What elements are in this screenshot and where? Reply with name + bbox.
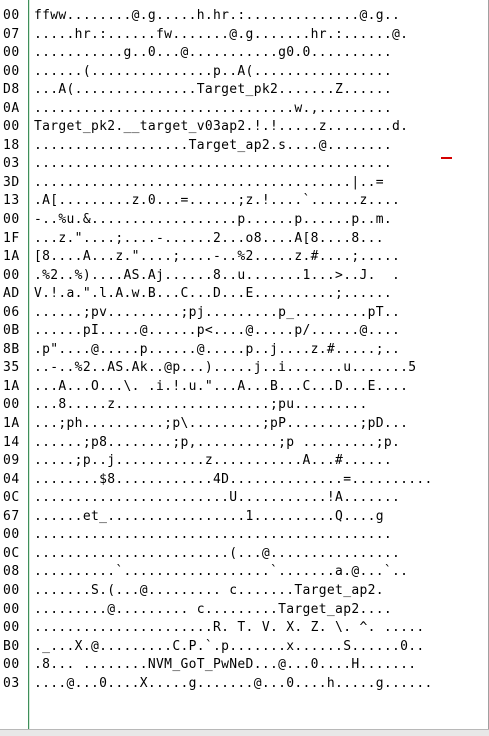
data-row[interactable] xyxy=(0,100,489,119)
row-ascii-text: ............................................ xyxy=(34,527,393,543)
data-row[interactable] xyxy=(0,601,489,620)
row-hex-byte: 1A xyxy=(3,249,20,265)
data-row[interactable] xyxy=(0,563,489,582)
row-ascii-text: ......(...............p..A(................. xyxy=(34,63,393,79)
data-row[interactable] xyxy=(0,415,489,434)
row-hex-byte: 07 xyxy=(3,26,20,42)
data-row[interactable] xyxy=(0,378,489,397)
data-row[interactable] xyxy=(0,118,489,137)
row-hex-byte: 00 xyxy=(3,657,20,673)
data-row[interactable] xyxy=(0,26,489,45)
row-ascii-text: -..%u.&..................p......p......p..m. xyxy=(34,212,393,228)
row-hex-byte: 1F xyxy=(3,230,20,246)
row-hex-byte: 00 xyxy=(3,582,20,598)
row-ascii-text: .........@......... c.........Target_ap2.... xyxy=(34,601,393,617)
row-hex-byte: 18 xyxy=(3,137,20,153)
row-hex-byte: 1A xyxy=(3,378,20,394)
data-row[interactable] xyxy=(0,638,489,657)
row-hex-byte: 09 xyxy=(3,453,20,469)
row-hex-byte: AD xyxy=(3,286,20,302)
row-ascii-text: .8... ........NVM_GoT_PwNeD...@...0....H....... xyxy=(34,657,417,673)
row-ascii-text: .%2..%)....AS.Aj......8..u.......1...>..J. . xyxy=(34,267,401,283)
row-ascii-text: ........................(...@................ xyxy=(34,545,401,561)
row-hex-byte: B0 xyxy=(3,638,20,654)
row-hex-byte: 00 xyxy=(3,45,20,61)
data-row[interactable] xyxy=(0,192,489,211)
row-hex-byte: 00 xyxy=(3,397,20,413)
data-row[interactable] xyxy=(0,434,489,453)
row-ascii-text: [8....A...z."....;....-..%2.....z.#....;..... xyxy=(34,249,401,265)
row-ascii-text: .A[.........z.0...=......;z.!....`......z.... xyxy=(34,193,401,209)
row-hex-byte: 67 xyxy=(3,508,20,524)
row-ascii-text: ........................U...........!A....... xyxy=(34,490,401,506)
data-row[interactable] xyxy=(0,582,489,601)
data-row[interactable] xyxy=(0,452,489,471)
data-row[interactable] xyxy=(0,322,489,341)
row-ascii-text: ...A(...............Target_pk2.......Z...... xyxy=(34,82,393,98)
data-row[interactable] xyxy=(0,304,489,323)
row-ascii-text: .....hr.:......fw.......@.g.......hr.:......@. xyxy=(34,26,409,42)
row-hex-byte: 0A xyxy=(3,100,20,116)
data-row[interactable] xyxy=(0,359,489,378)
row-ascii-text: ......et_.................1..........Q....g xyxy=(34,508,384,524)
row-ascii-text: ...........g..0...@...........g0.0.......... xyxy=(34,45,393,61)
row-hex-byte: 08 xyxy=(3,564,20,580)
data-row[interactable] xyxy=(0,7,489,26)
row-ascii-text: ..........`..................`.......a.@...`.. xyxy=(34,564,409,580)
data-row[interactable] xyxy=(0,489,489,508)
row-ascii-text: ffww........@.g.....h.hr.:..............@.g.. xyxy=(34,8,401,23)
row-ascii-text: V.!.a.".l.A.w.B...C...D...E..........;...... xyxy=(34,286,393,302)
row-ascii-text: ...z."....;....-......2...o8....A[8....8... xyxy=(34,230,384,246)
data-row[interactable] xyxy=(0,471,489,490)
row-ascii-text: .p"....@.....p......@.....p..j....z.#.....;.. xyxy=(34,341,401,357)
row-ascii-text: ........$8............4D..............=.......... xyxy=(34,471,433,487)
row-hex-byte: 14 xyxy=(3,434,20,450)
row-hex-byte: 04 xyxy=(3,471,20,487)
data-row[interactable] xyxy=(0,155,489,174)
data-row[interactable] xyxy=(0,341,489,360)
row-hex-byte: 03 xyxy=(3,675,20,691)
row-hex-byte: 0C xyxy=(3,545,20,561)
row-hex-byte: 8B xyxy=(3,341,20,357)
data-row[interactable] xyxy=(0,545,489,564)
row-ascii-text: ...A...O...\. .i.!.u."...A...B...C...D...E.... xyxy=(34,378,409,394)
row-hex-byte: 00 xyxy=(3,267,20,283)
data-row[interactable] xyxy=(0,526,489,545)
row-ascii-text: ......pI.....@......p<....@.....p/......@.... xyxy=(34,323,401,339)
data-row[interactable] xyxy=(0,174,489,193)
data-row[interactable] xyxy=(0,656,489,675)
row-ascii-text: ......;pv.........;pj.........p_.........pT.. xyxy=(34,304,401,320)
row-hex-byte: 00 xyxy=(3,119,20,135)
row-ascii-text: ...;ph..........;p\.........;pP.........;pD... xyxy=(34,416,409,432)
row-hex-byte: 0C xyxy=(3,490,20,506)
data-row[interactable] xyxy=(0,675,489,694)
row-hex-byte: 00 xyxy=(3,620,20,636)
data-row[interactable] xyxy=(0,81,489,100)
row-ascii-text: .....;p..j...........z...........A...#...... xyxy=(34,453,393,469)
row-ascii-text: ..-..%2..AS.Ak..@p...).....j..i.......u.......5 xyxy=(34,360,417,376)
data-row[interactable] xyxy=(0,211,489,230)
row-ascii-text: ....@...0....X.....g.......@...0....h.....g...... xyxy=(34,675,433,691)
row-ascii-text: .......S.(...@......... c.......Target_ap2. xyxy=(34,582,384,598)
row-ascii-text: ...8.....z...................;pu......... xyxy=(34,397,368,413)
row-hex-byte: 00 xyxy=(3,63,20,79)
data-row[interactable] xyxy=(0,63,489,82)
data-row[interactable] xyxy=(0,44,489,63)
row-ascii-text: ................................w.,......... xyxy=(34,100,393,116)
row-hex-byte: 00 xyxy=(3,527,20,543)
data-row[interactable] xyxy=(0,285,489,304)
data-row[interactable] xyxy=(0,508,489,527)
row-hex-byte: 13 xyxy=(3,193,20,209)
data-row[interactable] xyxy=(0,396,489,415)
row-ascii-text: Target_pk2.__target_v03ap2.!.!.....z........d. xyxy=(34,119,409,135)
row-ascii-text: ......;p8........;p,..........;p .........;p. xyxy=(34,434,401,450)
data-rows xyxy=(0,7,489,693)
row-ascii-text: ...................Target_ap2.s....@........ xyxy=(34,137,393,153)
data-row[interactable] xyxy=(0,137,489,156)
row-hex-byte: D8 xyxy=(3,82,20,98)
row-hex-byte: 3D xyxy=(3,174,20,190)
row-hex-byte: 35 xyxy=(3,360,20,376)
row-hex-byte: 00 xyxy=(3,212,20,228)
row-ascii-text: ............................................ xyxy=(34,156,393,172)
row-hex-byte: 03 xyxy=(3,156,20,172)
data-row[interactable] xyxy=(0,267,489,286)
data-row[interactable] xyxy=(0,619,489,638)
row-ascii-text: ._...X.@.........C.P.`.p.......x......S......0.. xyxy=(34,638,425,654)
caret-cursor xyxy=(441,157,452,159)
row-hex-byte: 00 xyxy=(3,601,20,617)
data-row[interactable] xyxy=(0,248,489,267)
row-ascii-text: ......................R. T. V. X. Z. \. ^. ..... xyxy=(34,620,425,636)
row-ascii-text: .......................................|..= xyxy=(34,174,384,190)
row-hex-byte: 00 xyxy=(3,8,20,23)
row-hex-byte: 0B xyxy=(3,323,20,339)
data-row[interactable] xyxy=(0,230,489,249)
row-hex-byte: 1A xyxy=(3,416,20,432)
row-hex-byte: 06 xyxy=(3,304,20,320)
